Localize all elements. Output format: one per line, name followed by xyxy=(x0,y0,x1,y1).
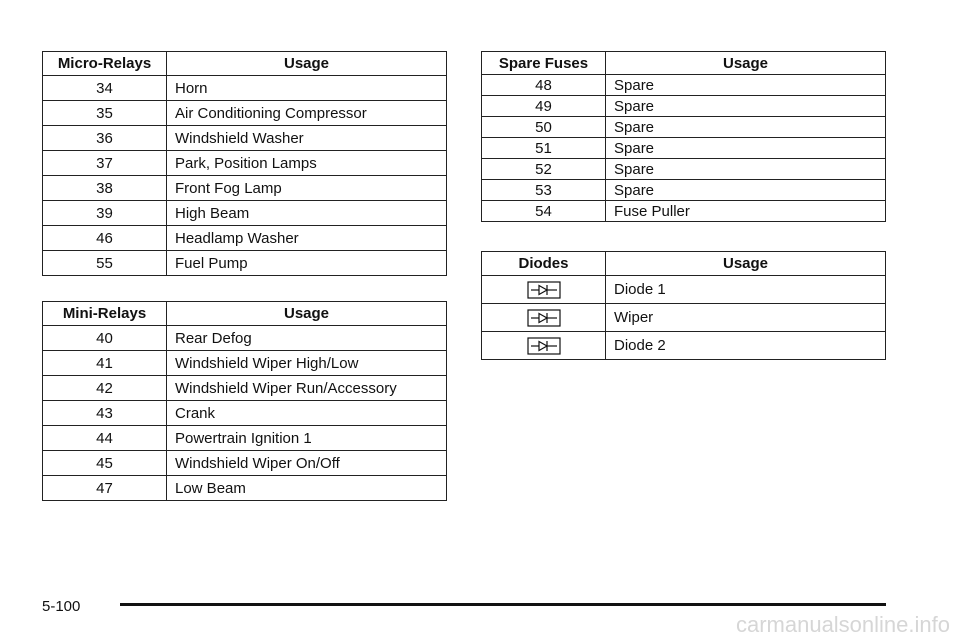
diode-icon xyxy=(527,337,561,355)
relay-number: 36 xyxy=(43,126,167,151)
relay-usage: Windshield Wiper On/Off xyxy=(167,451,447,476)
table-row xyxy=(43,426,447,451)
table-row xyxy=(482,96,886,117)
table-row xyxy=(43,151,447,176)
table-row xyxy=(482,276,886,304)
diode-usage: Wiper xyxy=(606,304,886,332)
table-row xyxy=(482,304,886,332)
relay-usage: Front Fog Lamp xyxy=(167,176,447,201)
fuse-number: 49 xyxy=(482,96,606,117)
table-row xyxy=(43,101,447,126)
relay-usage: Horn xyxy=(167,76,447,101)
relay-usage: Low Beam xyxy=(167,476,447,501)
relay-usage: Windshield Washer xyxy=(167,126,447,151)
relay-number: 46 xyxy=(43,226,167,251)
diode-symbol-cell xyxy=(482,276,606,304)
table-row xyxy=(43,176,447,201)
mini-relays-table xyxy=(42,301,447,501)
fuse-number: 50 xyxy=(482,117,606,138)
relay-number: 34 xyxy=(43,76,167,101)
relay-usage: Rear Defog xyxy=(167,326,447,351)
relay-usage: Powertrain Ignition 1 xyxy=(167,426,447,451)
table-row xyxy=(43,251,447,276)
fuse-usage: Spare xyxy=(606,138,886,159)
column-header: Usage xyxy=(167,52,447,76)
fuse-number: 48 xyxy=(482,75,606,96)
relay-usage: Headlamp Washer xyxy=(167,226,447,251)
diode-symbol-cell xyxy=(482,332,606,360)
relay-number: 45 xyxy=(43,451,167,476)
micro-relays-table xyxy=(42,51,447,276)
table-row xyxy=(43,351,447,376)
diode-symbol-cell xyxy=(482,304,606,332)
table-row xyxy=(43,226,447,251)
relay-number: 42 xyxy=(43,376,167,401)
table-row xyxy=(43,376,447,401)
column-header: Diodes xyxy=(482,252,606,276)
table-row xyxy=(482,180,886,201)
column-header: Micro-Relays xyxy=(43,52,167,76)
column-header: Usage xyxy=(167,302,447,326)
fuse-usage: Spare xyxy=(606,117,886,138)
watermark: carmanualsonline.info xyxy=(735,612,950,637)
relay-usage: Park, Position Lamps xyxy=(167,151,447,176)
column-header: Usage xyxy=(606,252,886,276)
column-header: Spare Fuses xyxy=(482,52,606,75)
table-row xyxy=(43,126,447,151)
relay-number: 39 xyxy=(43,201,167,226)
relay-number: 43 xyxy=(43,401,167,426)
relay-usage: Windshield Wiper High/Low xyxy=(167,351,447,376)
relay-number: 38 xyxy=(43,176,167,201)
table-row xyxy=(482,75,886,96)
table-header-row xyxy=(43,52,447,76)
column-header: Mini-Relays xyxy=(43,302,167,326)
table-header-row xyxy=(482,52,886,75)
table-row xyxy=(43,451,447,476)
relay-usage: Air Conditioning Compressor xyxy=(167,101,447,126)
fuse-usage: Spare xyxy=(606,159,886,180)
relay-number: 47 xyxy=(43,476,167,501)
relay-number: 37 xyxy=(43,151,167,176)
relay-number: 55 xyxy=(43,251,167,276)
relay-usage: High Beam xyxy=(167,201,447,226)
footer-rule xyxy=(120,603,886,606)
fuse-usage: Spare xyxy=(606,75,886,96)
fuse-number: 51 xyxy=(482,138,606,159)
relay-usage: Crank xyxy=(167,401,447,426)
relay-usage: Fuel Pump xyxy=(167,251,447,276)
table-row xyxy=(482,159,886,180)
relay-number: 35 xyxy=(43,101,167,126)
diode-usage: Diode 1 xyxy=(606,276,886,304)
table-row xyxy=(482,201,886,222)
diode-icon xyxy=(527,309,561,327)
diode-icon xyxy=(527,281,561,299)
fuse-number: 54 xyxy=(482,201,606,222)
table-row xyxy=(43,76,447,101)
table-row xyxy=(482,138,886,159)
fuse-number: 52 xyxy=(482,159,606,180)
table-header-row xyxy=(482,252,886,276)
spare-fuses-table xyxy=(481,51,886,222)
relay-number: 44 xyxy=(43,426,167,451)
table-row xyxy=(482,117,886,138)
fuse-usage: Spare xyxy=(606,96,886,117)
diodes-table xyxy=(481,251,886,360)
diode-usage: Diode 2 xyxy=(606,332,886,360)
relay-number: 40 xyxy=(43,326,167,351)
relay-number: 41 xyxy=(43,351,167,376)
fuse-usage: Fuse Puller xyxy=(606,201,886,222)
table-header-row xyxy=(43,302,447,326)
table-row xyxy=(43,326,447,351)
table-row xyxy=(482,332,886,360)
table-row xyxy=(43,401,447,426)
column-header: Usage xyxy=(606,52,886,75)
fuse-number: 53 xyxy=(482,180,606,201)
fuse-usage: Spare xyxy=(606,180,886,201)
page-number: 5-100 xyxy=(42,598,81,615)
relay-usage: Windshield Wiper Run/Accessory xyxy=(167,376,447,401)
table-row xyxy=(43,476,447,501)
table-row xyxy=(43,201,447,226)
